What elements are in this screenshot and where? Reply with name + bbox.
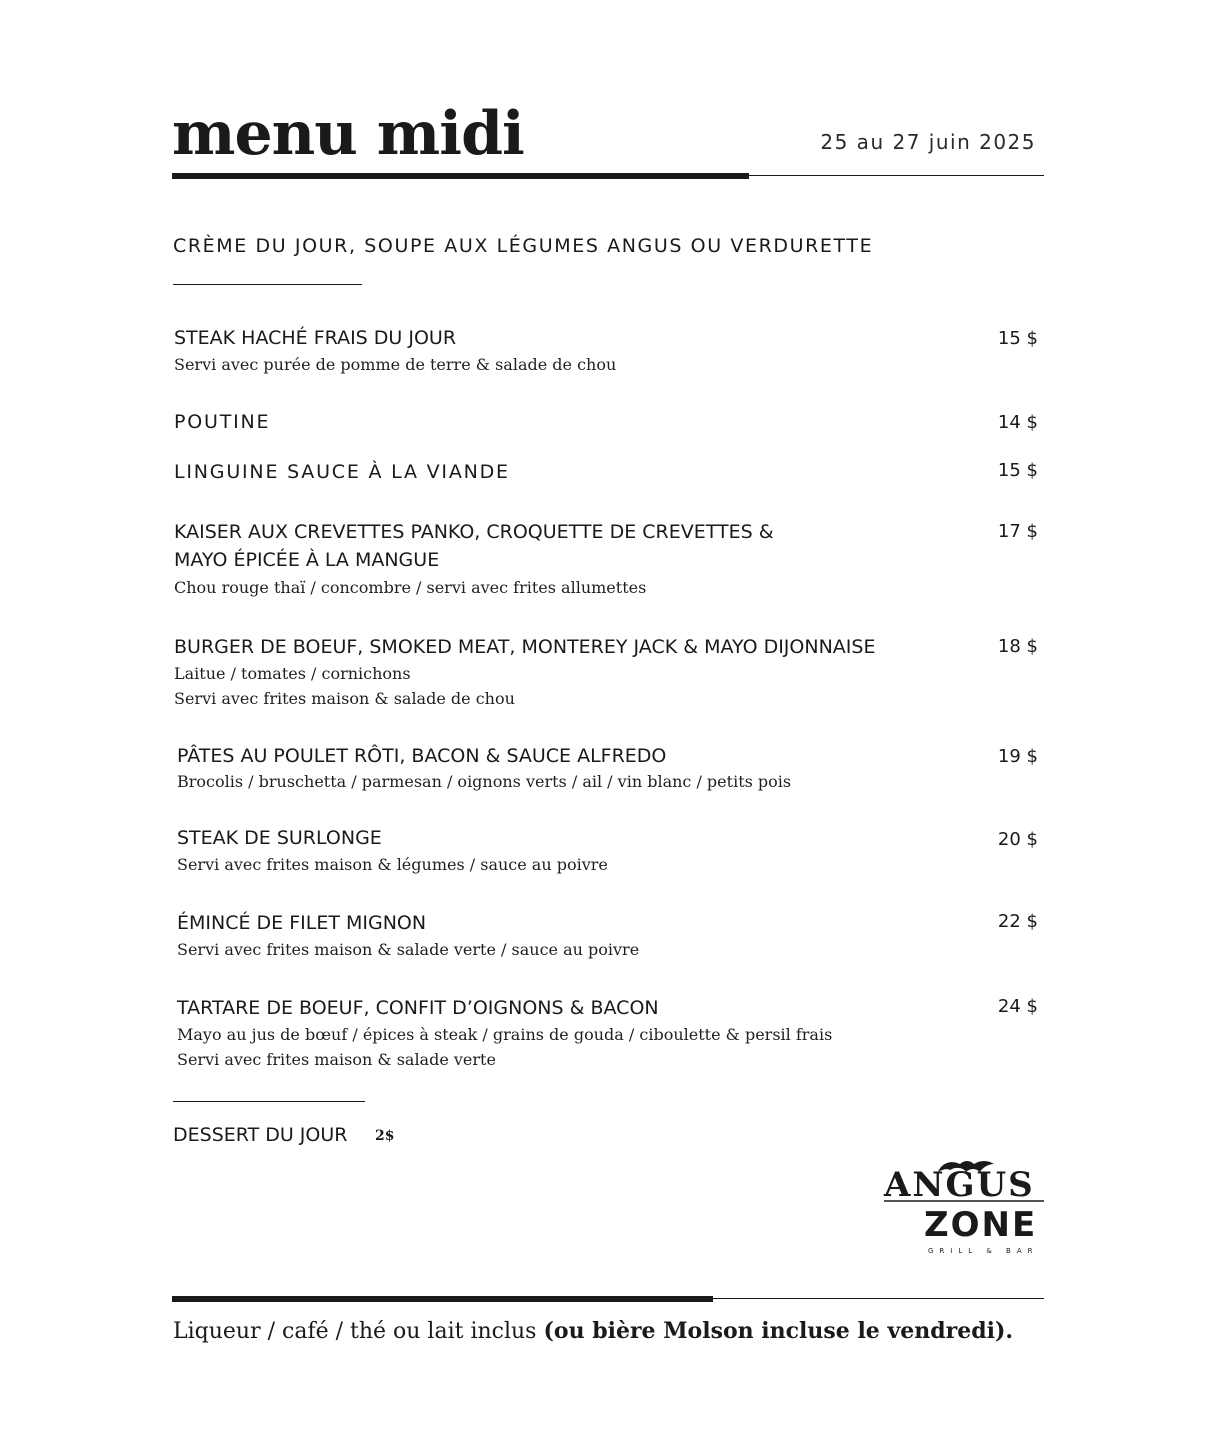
- logo-line2: ZONE: [924, 1205, 1038, 1245]
- item-description: Servi avec frites maison & légumes / sauce au poivre: [177, 855, 608, 874]
- item-description: Chou rouge thaï / concombre / servi avec frites allumettes: [174, 578, 647, 597]
- header-rule-thick: [172, 173, 749, 179]
- item-price: 15 $: [997, 328, 1038, 349]
- item-price: 22 $: [997, 911, 1038, 932]
- item-name: POUTINE: [174, 411, 271, 433]
- item-price: 24 $: [997, 996, 1038, 1017]
- footer-rule-thin: [713, 1298, 1044, 1299]
- item-description: Brocolis / bruschetta / parmesan / oignons verts / ail / vin blanc / petits pois: [177, 772, 792, 791]
- item-price: 15 $: [997, 460, 1038, 481]
- soup-divider: [173, 284, 362, 285]
- header-rule-thin: [749, 175, 1044, 176]
- footer-bold-text: (ou bière Molson incluse le vendredi).: [543, 1318, 1014, 1344]
- footer-note: [173, 1318, 1013, 1344]
- dessert-divider: [173, 1101, 365, 1102]
- item-name: KAISER AUX CREVETTES PANKO, CROQUETTE DE CREVETTES & MAYO ÉPICÉE À LA MANGUE: [174, 521, 774, 571]
- item-name: LINGUINE SAUCE À LA VIANDE: [174, 461, 510, 483]
- item-name: STEAK HACHÉ FRAIS DU JOUR: [174, 327, 457, 349]
- item-description: Servi avec purée de pomme de terre & salade de chou: [174, 355, 617, 374]
- item-name: TARTARE DE BOEUF, CONFIT D’OIGNONS & BACON: [177, 997, 659, 1019]
- item-name: STEAK DE SURLONGE: [177, 827, 382, 849]
- item-description: Laitue / tomates / cornichons Servi avec frites maison & salade de chou: [174, 664, 515, 708]
- logo-line1: ANGUS: [884, 1165, 1035, 1205]
- soup-of-the-day: CRÈME DU JOUR, SOUPE AUX LÉGUMES ANGUS OU VERDURETTE: [173, 235, 874, 257]
- item-price: 14 $: [997, 412, 1038, 433]
- item-name: PÂTES AU POULET RÔTI, BACON & SAUCE ALFREDO: [177, 745, 667, 767]
- footer-rule-thick: [172, 1296, 713, 1302]
- item-price: 18 $: [997, 636, 1038, 657]
- menu-date: 25 au 27 juin 2025: [820, 130, 1036, 154]
- page-title: menu midi: [172, 99, 524, 169]
- item-price: 20 $: [997, 829, 1038, 850]
- dessert-price: 2$: [375, 1128, 395, 1144]
- item-price: 17 $: [997, 521, 1038, 542]
- dessert-label: DESSERT DU JOUR: [173, 1124, 348, 1146]
- footer-text: Liqueur / café / thé ou lait inclus: [173, 1319, 537, 1344]
- item-description: Mayo au jus de bœuf / épices à steak / grains de gouda / ciboulette & persil frais Servi avec frites maison & salade verte: [177, 1025, 833, 1069]
- angus-zone-logo: [880, 1158, 1050, 1258]
- item-name: ÉMINCÉ DE FILET MIGNON: [177, 912, 427, 934]
- logo-tagline: GRILL & BAR: [928, 1247, 1039, 1255]
- item-name: BURGER DE BOEUF, SMOKED MEAT, MONTEREY JACK & MAYO DIJONNAISE: [174, 636, 876, 658]
- item-price: 19 $: [997, 746, 1038, 767]
- item-description: Servi avec frites maison & salade verte / sauce au poivre: [177, 940, 640, 959]
